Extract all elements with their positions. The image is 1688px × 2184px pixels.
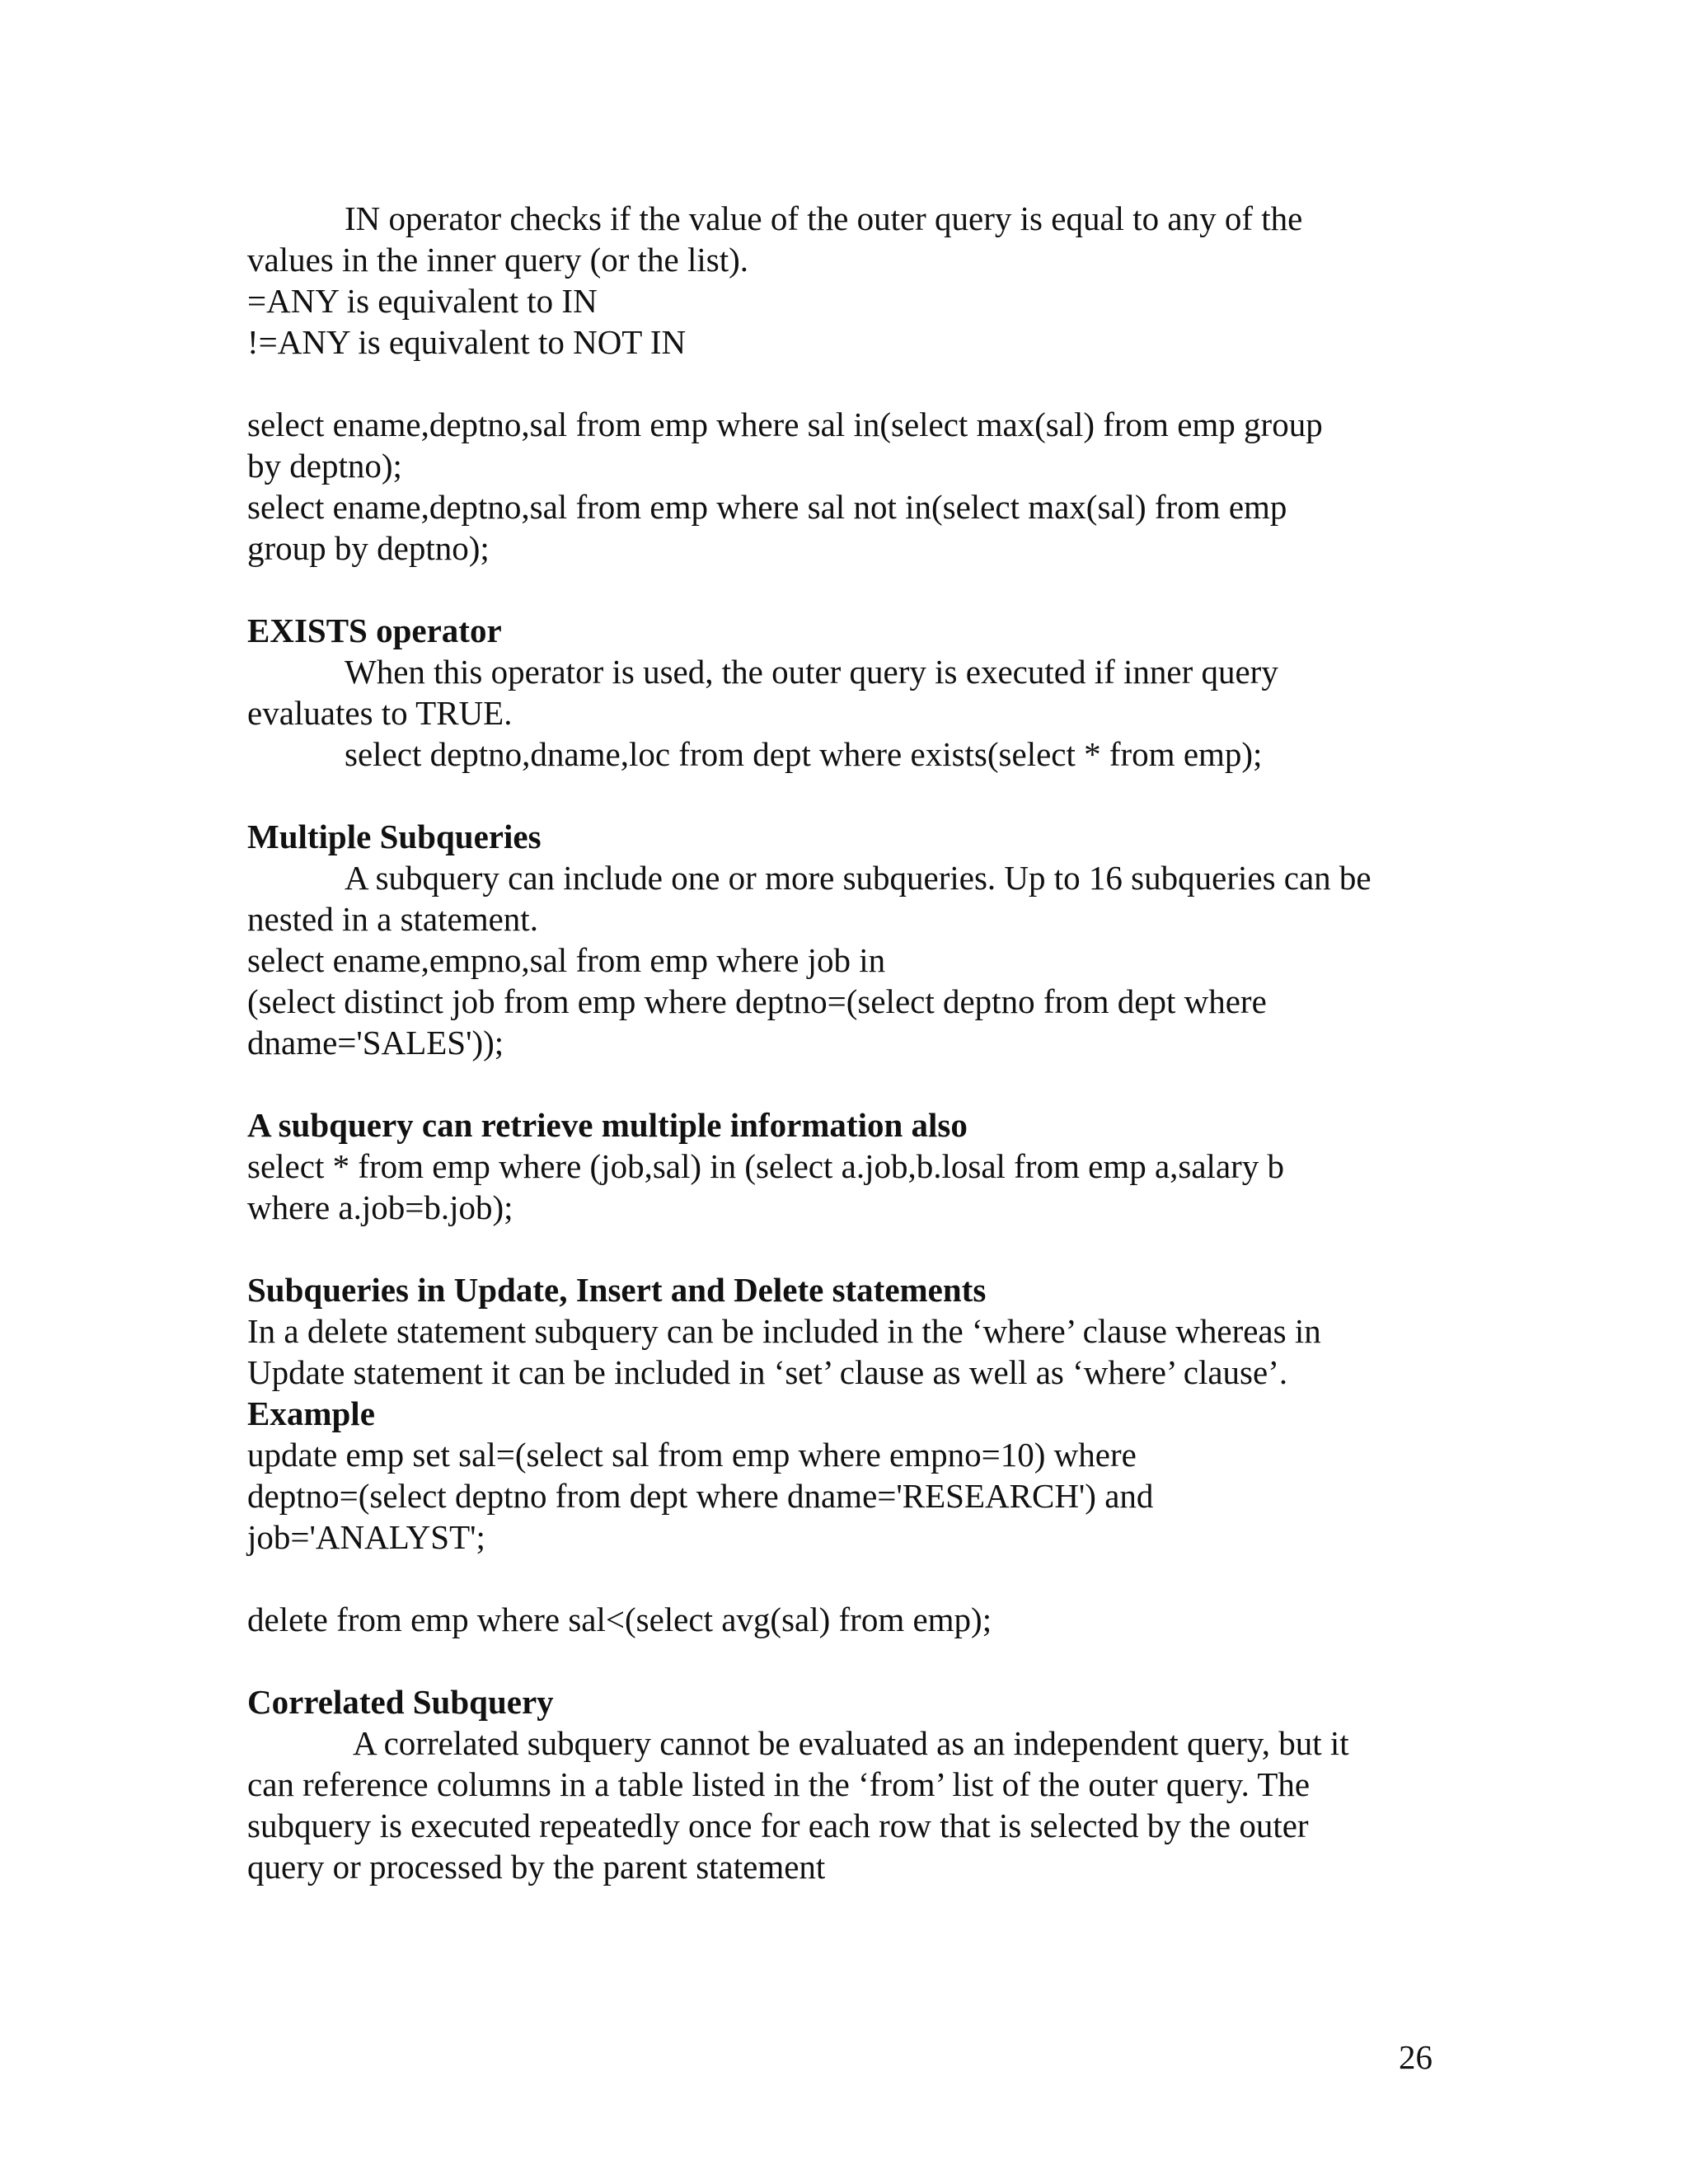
in-operator-line-2: values in the inner query (or the list).	[247, 241, 748, 279]
correlated-heading: Correlated Subquery	[247, 1683, 554, 1721]
dml-heading: Subqueries in Update, Insert and Delete statements	[247, 1271, 987, 1309]
in-example-line-2: by deptno);	[247, 447, 402, 485]
example-line-3: job='ANALYST';	[247, 1518, 485, 1556]
in-example-line-4: group by deptno);	[247, 529, 490, 567]
exists-line-1: When this operator is used, the outer query is executed if inner query	[345, 653, 1278, 691]
multiple-heading: Multiple Subqueries	[247, 818, 542, 855]
correlated-line-3: subquery is executed repeatedly once for each row that is selected by the outer	[247, 1807, 1309, 1844]
multiple-line-5: dname='SALES'));	[247, 1024, 504, 1062]
multiple-line-1: A subquery can include one or more subqueries. Up to 16 subqueries can be	[345, 859, 1372, 897]
correlated-line-2: can reference columns in a table listed in the ‘from’ list of the outer query. The	[247, 1765, 1311, 1803]
delete-line: delete from emp where sal<(select avg(sal) from emp);	[247, 1601, 992, 1638]
example-line-1: update emp set sal=(select sal from emp where empno=10) where	[247, 1436, 1137, 1474]
multiple-line-4: (select distinct job from emp where deptno=(select deptno from dept where	[247, 982, 1267, 1020]
example-line-2: deptno=(select deptno from dept where dname='RESEARCH') and	[247, 1477, 1154, 1515]
dml-line-2: Update statement it can be included in ‘set’ clause as well as ‘where’ clause’.	[247, 1353, 1288, 1391]
exists-heading: EXISTS operator	[247, 612, 502, 649]
exists-line-3: select deptno,dname,loc from dept where exists(select * from emp);	[345, 735, 1263, 773]
retrieve-heading: A subquery can retrieve multiple information also	[247, 1106, 968, 1144]
in-example-line-3: select ename,deptno,sal from emp where sal not in(select max(sal) from emp	[247, 488, 1287, 526]
in-example-line-1: select ename,deptno,sal from emp where sal in(select max(sal) from emp group	[247, 405, 1323, 443]
retrieve-line-1: select * from emp where (job,sal) in (select a.job,b.losal from emp a,salary b	[247, 1147, 1285, 1185]
correlated-line-4: query or processed by the parent statement	[247, 1848, 826, 1886]
multiple-line-2: nested in a statement.	[247, 900, 538, 938]
multiple-line-3: select ename,empno,sal from emp where job in	[247, 941, 886, 979]
example-heading: Example	[247, 1394, 375, 1432]
exists-line-2: evaluates to TRUE.	[247, 694, 513, 732]
correlated-line-1: A correlated subquery cannot be evaluated as an independent query, but it	[353, 1724, 1349, 1762]
dml-line-1: In a delete statement subquery can be included in the ‘where’ clause whereas in	[247, 1312, 1321, 1350]
retrieve-line-2: where a.job=b.job);	[247, 1188, 513, 1226]
in-operator-line-3: =ANY is equivalent to IN	[247, 282, 598, 320]
in-operator-line-4: !=ANY is equivalent to NOT IN	[247, 323, 687, 361]
in-operator-line-1: IN operator checks if the value of the outer query is equal to any of the	[345, 199, 1303, 237]
page-number: 26	[1399, 2038, 1432, 2076]
